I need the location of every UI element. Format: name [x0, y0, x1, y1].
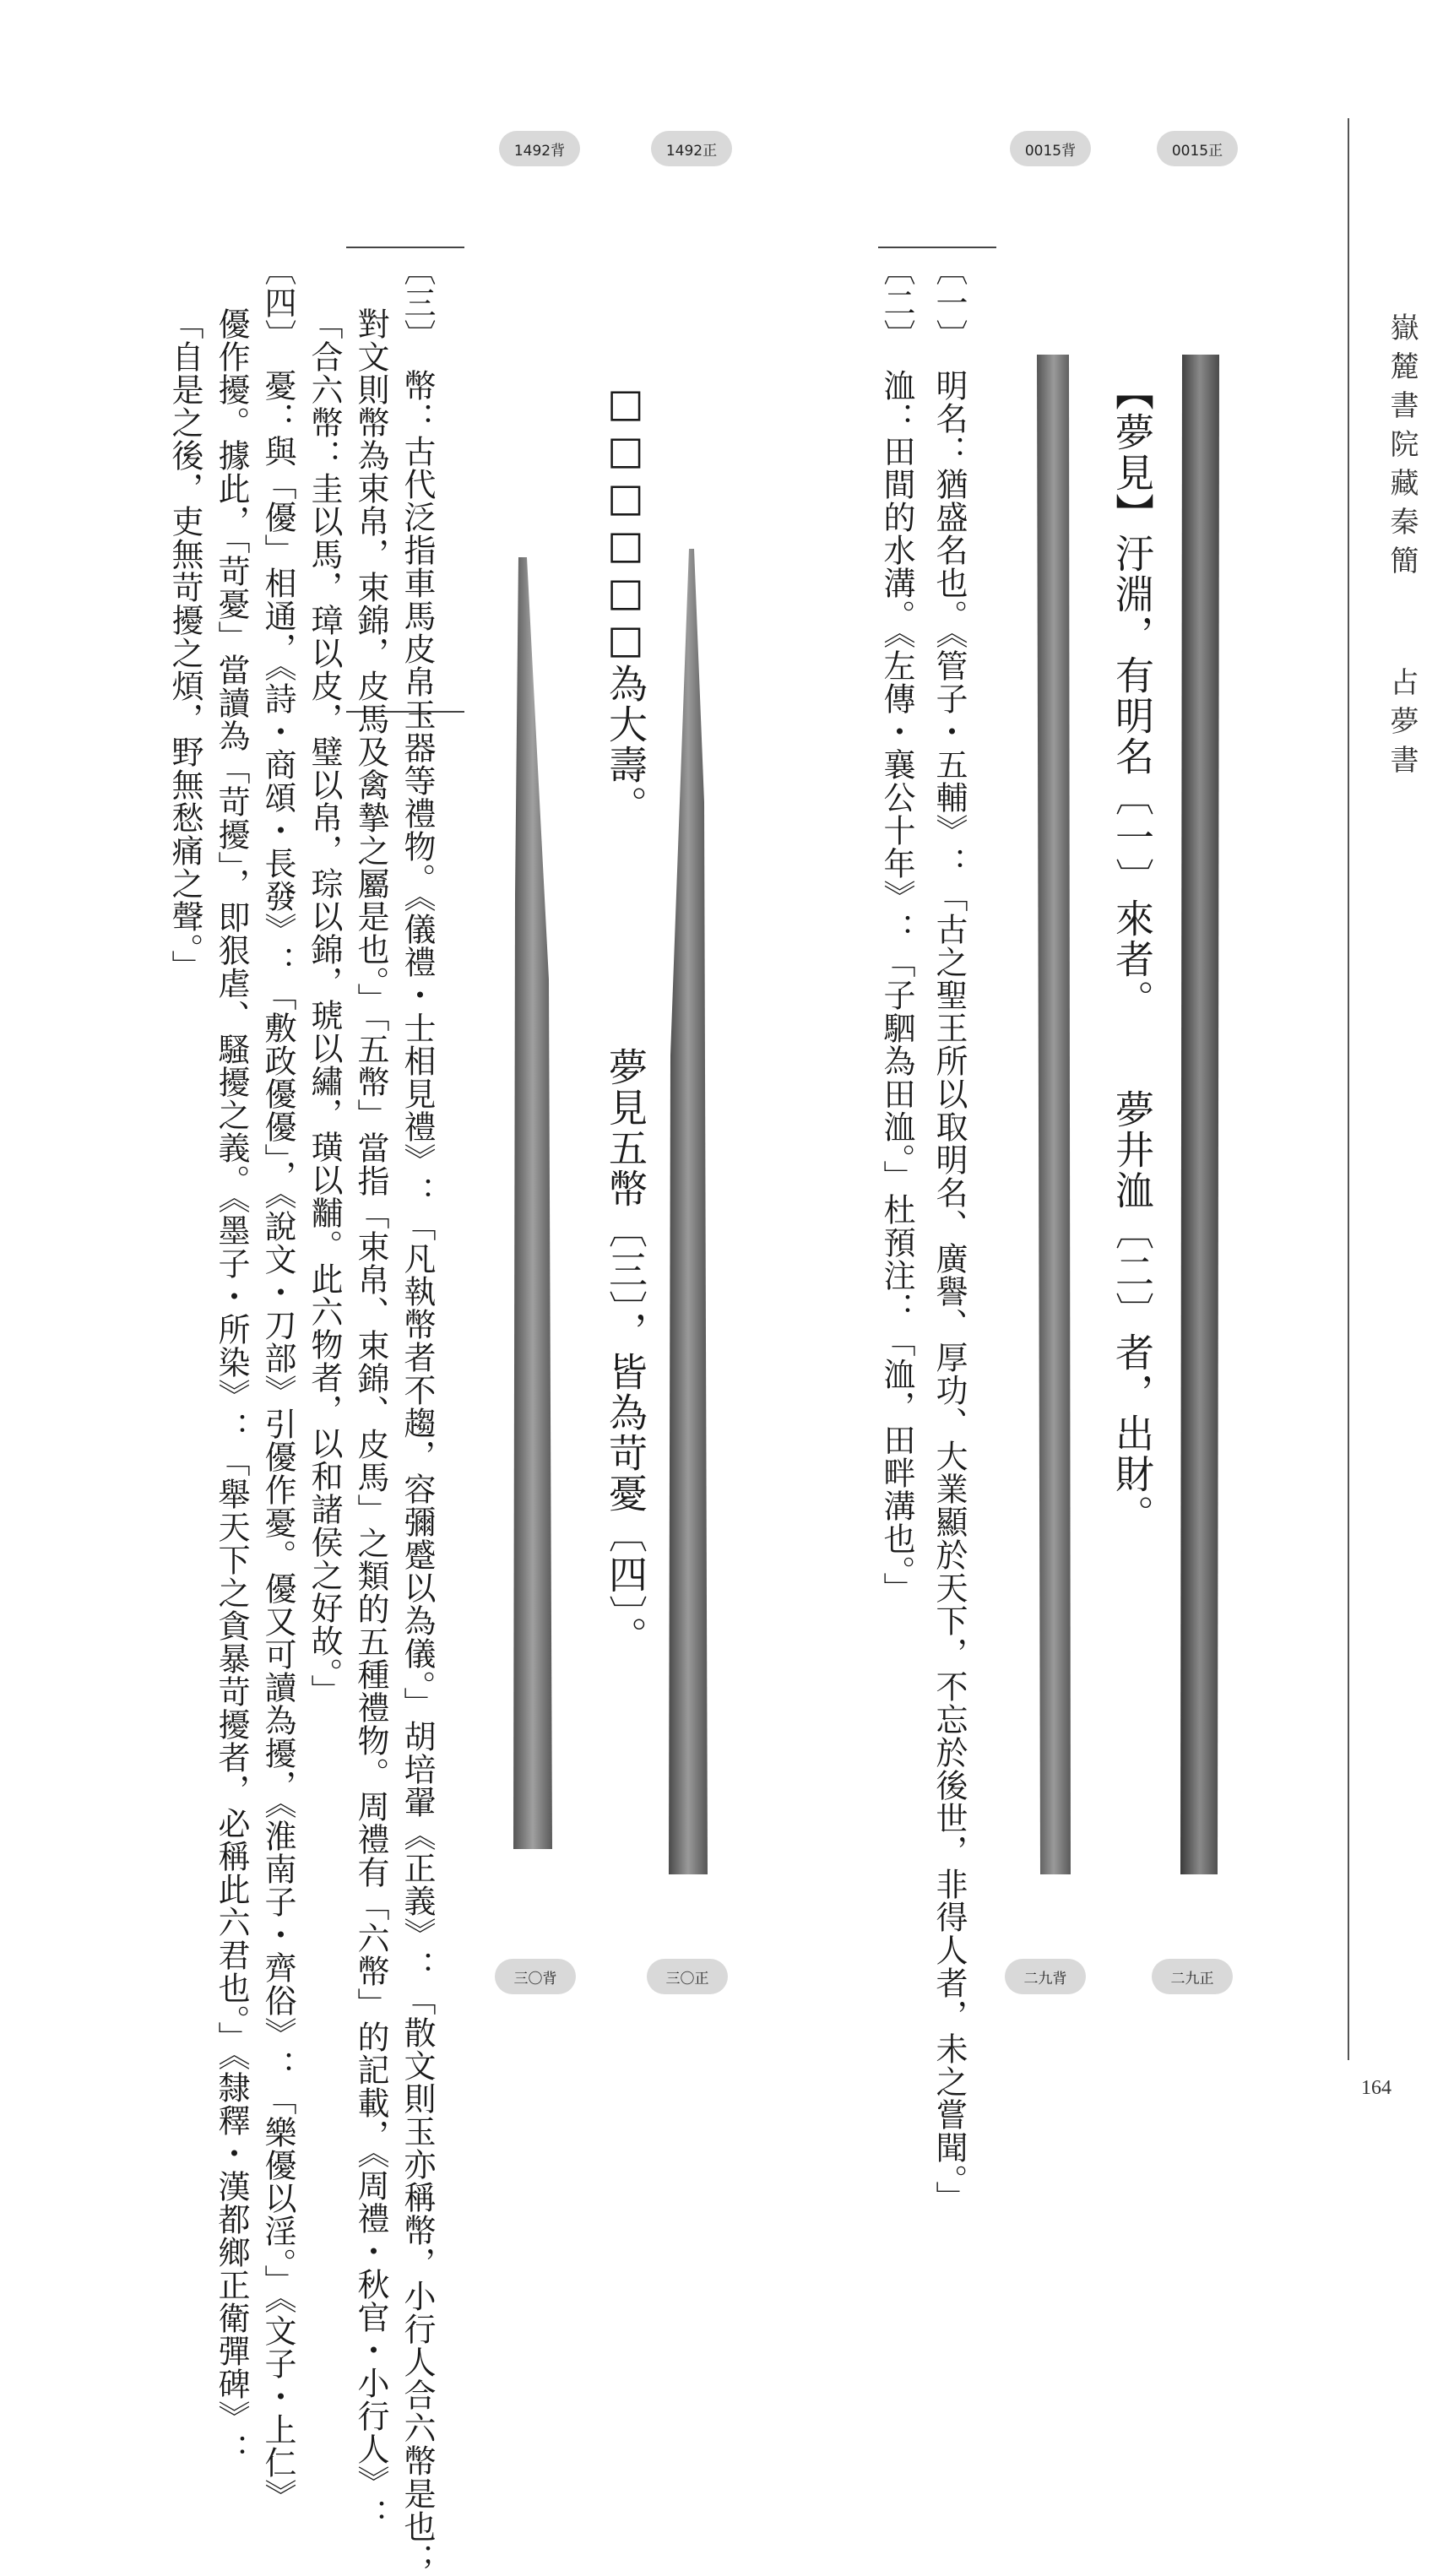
bamboo-slip-29-front [1175, 355, 1226, 1874]
slip-badge: 1492背 [499, 131, 580, 166]
note-4-line-3: 「自是之後，吏無苛擾之煩，野無愁痛之聲。」 [166, 307, 203, 983]
slip-badge: 三〇正 [647, 1959, 728, 1994]
note-divider [878, 247, 996, 248]
note-3-line-2: 對文則幣為束帛，束錦，皮馬及禽摯之屬是也。」「五幣」當指「束帛、束錦、皮馬」之類的五種禮物。周禮有「六幣」的記載，《周禮・秋官・小行人》： [352, 307, 389, 2531]
slip-badge: 0015正 [1157, 131, 1238, 166]
bamboo-slip-29-back [1032, 355, 1079, 1874]
note-2: 〔二〕 洫：田間的水溝。《左傳・襄公十年》：「子駟為田洫。」杜預注：「洫，田畔溝也。」 [878, 253, 915, 1605]
book-title: 嶽麓書院藏秦簡 [1385, 312, 1419, 584]
slip-badge: 1492正 [651, 131, 732, 166]
slip-30-front-transcription: □□□□□□為大壽。 [603, 380, 648, 826]
note-3-line-1: 〔三〕 幣：古代泛指車馬皮帛玉器等禮物。《儀禮・士相見禮》：「凡執幣者不趨，容彌蹙以為儀。」胡培翬《正義》：「散文則玉亦稱幣，小行人合六幣是也； [399, 253, 436, 2576]
note-4-line-1: 〔四〕 憂：與「優」相通，《詩・商頌・長發》：「敷政優優」，《說文・刀部》引優作憂。優又可讀為擾，《淮南子・齊俗》：「樂優以淫。」《文子・上仁》 [259, 253, 296, 2512]
slip-30-back-transcription: 夢見五幣〔三〕，皆為苛憂〔四〕。 [603, 1047, 648, 1657]
sidebar [1348, 118, 1443, 2099]
note-divider [346, 247, 464, 248]
slip-badge: 二九正 [1152, 1959, 1233, 1994]
slip-badge: 二九背 [1005, 1959, 1086, 1994]
slip-badge: 0015背 [1010, 131, 1091, 166]
note-1: 〔一〕 明名：猶盛名也。《管子・五輔》：「古之聖王所以取明名、廣譽、厚功、大業顯於天下，不忘於後世，非得人者，未之嘗聞。」 [930, 253, 968, 2214]
slip-29-front-transcription: 【夢見】汙淵，有明名〔一〕來者。 [1109, 371, 1155, 1020]
bamboo-slip-30-front [662, 549, 713, 1874]
note-4-line-2: 優作擾。據此，「苛憂」當讀為「苛擾」，即狠虐、騷擾之義。《墨子・所染》：「舉天下之貪暴苛擾者，必稱此六君也。」《隸釋・漢都鄉正衛彈碑》： [213, 307, 250, 2466]
bamboo-slip-30-back [510, 557, 557, 1849]
note-3-line-3: 「合六幣：圭以馬，璋以皮，璧以帛，琮以錦，琥以繡，璜以黼。此六物者，以和諸侯之好故。」 [306, 307, 343, 1707]
section-title: 占夢書 [1385, 667, 1419, 784]
page-number: 164 [1361, 2077, 1391, 2099]
slip-badge: 三〇背 [495, 1959, 576, 1994]
slip-29-back-transcription: 夢井洫〔二〕者，出財。 [1109, 1089, 1155, 1535]
